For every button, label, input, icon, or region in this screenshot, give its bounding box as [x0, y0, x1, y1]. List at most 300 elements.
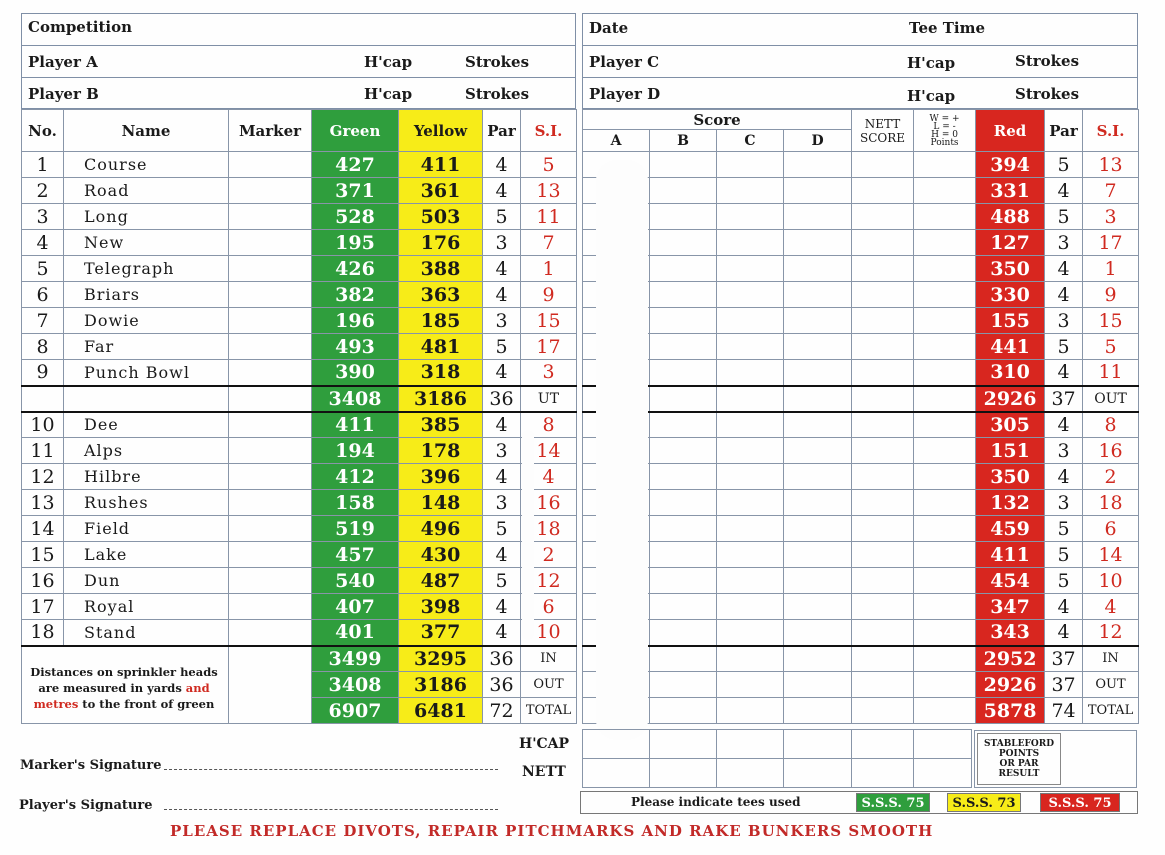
marker-cell[interactable]	[229, 568, 312, 594]
col-rpar-header: Par	[1045, 110, 1083, 152]
hole-row	[22, 308, 577, 334]
marker-cell[interactable]	[229, 282, 312, 308]
left-column-header-row	[22, 110, 577, 152]
total-points-cell[interactable]	[914, 698, 976, 724]
date-row[interactable]	[583, 14, 1137, 46]
totals-marker-cell[interactable]	[229, 646, 312, 724]
nett-score-cell[interactable]	[852, 178, 914, 204]
hole-number: 14	[22, 516, 64, 542]
stroke-index: 16	[521, 490, 577, 516]
total-yellow: 3295	[399, 646, 483, 672]
hole-row-right	[583, 360, 1139, 386]
score-cell-d[interactable]	[784, 594, 852, 620]
stroke-index: 14	[521, 438, 577, 464]
wlh-points-cell[interactable]	[914, 360, 976, 386]
hole-number: 3	[22, 204, 64, 230]
red-stroke-index: 8	[1083, 412, 1139, 438]
yellow-yards: 411	[399, 152, 483, 178]
player-c-row[interactable]	[583, 46, 1137, 78]
hole-name: Royal	[64, 594, 229, 620]
stroke-index: 1	[521, 256, 577, 282]
marker-cell[interactable]	[229, 308, 312, 334]
col-red-header: Red	[976, 110, 1045, 152]
nett-score-cell[interactable]	[852, 204, 914, 230]
score-cell-d[interactable]	[784, 230, 852, 256]
player-d-label: Player D	[589, 85, 661, 103]
hole-number: 13	[22, 490, 64, 516]
red-stroke-index: 15	[1083, 308, 1139, 334]
footer-grid-col-5	[913, 730, 914, 787]
hole-row-right	[583, 438, 1139, 464]
hole-row-right	[583, 152, 1139, 178]
yellow-yards: 398	[399, 594, 483, 620]
yellow-yards: 176	[399, 230, 483, 256]
stroke-index: 17	[521, 334, 577, 360]
hole-name: Punch Bowl	[64, 360, 229, 386]
score-cell-d[interactable]	[784, 282, 852, 308]
out-red-total: 2926	[976, 386, 1045, 412]
date-label: Date	[589, 19, 629, 37]
col-marker-header: Marker	[229, 110, 312, 152]
score-cell-d[interactable]	[784, 516, 852, 542]
score-cell-c[interactable]	[717, 542, 784, 568]
red-yards: 310	[976, 360, 1045, 386]
red-yards: 305	[976, 412, 1045, 438]
score-cell-b[interactable]	[650, 464, 717, 490]
stroke-index: 2	[521, 542, 577, 568]
score-cell-c[interactable]	[717, 334, 784, 360]
wlh-points-cell[interactable]	[914, 490, 976, 516]
wlh-points-cell[interactable]	[914, 412, 976, 438]
nett-score-cell[interactable]	[852, 568, 914, 594]
total-score-cell-b[interactable]	[650, 646, 717, 672]
wlh-points-cell[interactable]	[914, 230, 976, 256]
out-nett-cell[interactable]	[852, 386, 914, 412]
score-cell-d[interactable]	[784, 464, 852, 490]
nett-score-cell[interactable]	[852, 516, 914, 542]
player-b-row[interactable]	[22, 78, 575, 110]
marker-cell[interactable]	[229, 464, 312, 490]
total-red-par: 74	[1045, 698, 1083, 724]
wlh-points-cell[interactable]	[914, 516, 976, 542]
correction-smear	[596, 160, 648, 740]
wlh-points-cell[interactable]	[914, 542, 976, 568]
footer-grid-col-3	[783, 730, 784, 787]
total-score-cell-d[interactable]	[784, 646, 852, 672]
nett-header-line2: SCORE	[860, 130, 906, 145]
yellow-yards: 377	[399, 620, 483, 646]
score-cell-d[interactable]	[784, 490, 852, 516]
red-par: 3	[1045, 230, 1083, 256]
total-score-cell-b[interactable]	[650, 672, 717, 698]
stableford-line-4: RESULT	[998, 769, 1040, 779]
hole-name: Dee	[64, 412, 229, 438]
red-par: 3	[1045, 490, 1083, 516]
marker-cell[interactable]	[229, 516, 312, 542]
total-label: OUT	[521, 672, 577, 698]
score-cell-c[interactable]	[717, 620, 784, 646]
wlh-points-cell[interactable]	[914, 308, 976, 334]
nett-score-cell[interactable]	[852, 334, 914, 360]
stableford-box[interactable]	[974, 730, 1137, 788]
sss-yellow-checkbox[interactable]: S.S.S. 73	[947, 793, 1021, 812]
marker-cell[interactable]	[229, 152, 312, 178]
stroke-index: 4	[521, 464, 577, 490]
left-header	[21, 13, 576, 109]
hole-name: Lake	[64, 542, 229, 568]
total-score-cell-c[interactable]	[717, 672, 784, 698]
nett-score-cell[interactable]	[852, 360, 914, 386]
hole-name: Rushes	[64, 490, 229, 516]
stableford-label-box	[977, 733, 1061, 785]
hole-row-right	[583, 594, 1139, 620]
par-value: 4	[483, 464, 521, 490]
left-scorecard-table	[21, 109, 577, 724]
score-cell-b[interactable]	[650, 542, 717, 568]
out-score-cell-b[interactable]	[650, 386, 717, 412]
par-value: 4	[483, 282, 521, 308]
hole-row-right	[583, 204, 1139, 230]
score-cell-c[interactable]	[717, 568, 784, 594]
green-yards: 382	[312, 282, 399, 308]
red-par: 5	[1045, 152, 1083, 178]
score-cell-d[interactable]	[784, 204, 852, 230]
marker-cell[interactable]	[229, 438, 312, 464]
yellow-yards: 148	[399, 490, 483, 516]
marker-cell[interactable]	[229, 178, 312, 204]
score-cell-b[interactable]	[650, 334, 717, 360]
right-header	[582, 13, 1138, 109]
score-cell-c[interactable]	[717, 594, 784, 620]
marker-cell[interactable]	[229, 620, 312, 646]
score-cell-b[interactable]	[650, 516, 717, 542]
red-stroke-index: 16	[1083, 438, 1139, 464]
par-value: 4	[483, 542, 521, 568]
wlh-points-cell[interactable]	[914, 464, 976, 490]
nett-score-cell[interactable]	[852, 620, 914, 646]
red-yards: 127	[976, 230, 1045, 256]
out-subtotal-row-right	[583, 386, 1139, 412]
score-cell-d[interactable]	[784, 334, 852, 360]
score-cell-d[interactable]	[784, 256, 852, 282]
par-value: 4	[483, 178, 521, 204]
hole-number: 2	[22, 178, 64, 204]
par-value: 4	[483, 152, 521, 178]
score-cell-b[interactable]	[650, 490, 717, 516]
nett-score-header	[852, 110, 914, 152]
wlh-points-cell[interactable]	[914, 620, 976, 646]
marker-cell[interactable]	[229, 256, 312, 282]
total-score-cell-b[interactable]	[650, 698, 717, 724]
par-value: 3	[483, 438, 521, 464]
nett-score-cell[interactable]	[852, 230, 914, 256]
total-points-cell[interactable]	[914, 672, 976, 698]
green-yards: 401	[312, 620, 399, 646]
out-points-cell[interactable]	[914, 386, 976, 412]
player-signature-label: Player's Signature	[19, 798, 153, 813]
hole-name: Hilbre	[64, 464, 229, 490]
score-cell-d[interactable]	[784, 542, 852, 568]
total-row-right	[583, 698, 1139, 724]
note-line-3	[24, 696, 224, 712]
hole-row-right	[583, 542, 1139, 568]
green-yards: 407	[312, 594, 399, 620]
score-cell-d[interactable]	[784, 412, 852, 438]
score-cell-c[interactable]	[717, 308, 784, 334]
total-score-cell-c[interactable]	[717, 698, 784, 724]
red-par: 4	[1045, 464, 1083, 490]
score-cell-d[interactable]	[784, 152, 852, 178]
nett-score-cell[interactable]	[852, 490, 914, 516]
marker-cell[interactable]	[229, 542, 312, 568]
total-red-label: OUT	[1083, 672, 1139, 698]
red-stroke-index: 2	[1083, 464, 1139, 490]
stroke-index: 13	[521, 178, 577, 204]
total-red-par: 37	[1045, 646, 1083, 672]
out-red-par-total: 37	[1045, 386, 1083, 412]
tee-time-label: Tee Time	[909, 19, 986, 37]
green-yards: 493	[312, 334, 399, 360]
stroke-index: 11	[521, 204, 577, 230]
score-cell-b[interactable]	[650, 178, 717, 204]
score-cell-b[interactable]	[650, 308, 717, 334]
score-cell-b[interactable]	[650, 594, 717, 620]
green-yards: 390	[312, 360, 399, 386]
nett-score-cell[interactable]	[852, 256, 914, 282]
hole-name: Telegraph	[64, 256, 229, 282]
total-row-right	[583, 646, 1139, 672]
stroke-index: 3	[521, 360, 577, 386]
player-a-label: Player A	[28, 53, 98, 71]
player-a-row[interactable]	[22, 46, 575, 78]
out-score-cell-c[interactable]	[717, 386, 784, 412]
hole-row	[22, 620, 577, 646]
score-cell-c[interactable]	[717, 516, 784, 542]
hole-number: 1	[22, 152, 64, 178]
footer-grid-col-4	[851, 730, 852, 787]
total-nett-cell[interactable]	[852, 646, 914, 672]
score-cell-b[interactable]	[650, 412, 717, 438]
hole-number: 8	[22, 334, 64, 360]
out-red-label: OUT	[1083, 386, 1139, 412]
wlh-points-cell[interactable]	[914, 594, 976, 620]
hole-number: 15	[22, 542, 64, 568]
red-par: 4	[1045, 256, 1083, 282]
score-cell-d[interactable]	[784, 620, 852, 646]
par-value: 5	[483, 568, 521, 594]
hole-number: 12	[22, 464, 64, 490]
competition-label: Competition	[28, 18, 133, 36]
score-cell-b[interactable]	[650, 438, 717, 464]
score-cell-d[interactable]	[784, 568, 852, 594]
score-cell-b[interactable]	[650, 204, 717, 230]
nett-score-cell[interactable]	[852, 438, 914, 464]
player-d-row[interactable]	[583, 78, 1137, 110]
nett-score-cell[interactable]	[852, 152, 914, 178]
total-nett-cell[interactable]	[852, 698, 914, 724]
wlh-points-cell[interactable]	[914, 438, 976, 464]
red-par: 5	[1045, 568, 1083, 594]
total-yellow: 6481	[399, 698, 483, 724]
competition-row[interactable]	[22, 14, 575, 46]
score-cell-b[interactable]	[650, 568, 717, 594]
marker-signature-line[interactable]	[164, 769, 498, 770]
hole-row-right	[583, 620, 1139, 646]
wlh-points-cell[interactable]	[914, 334, 976, 360]
score-cell-b[interactable]	[650, 620, 717, 646]
player-c-strokes-label: Strokes	[1015, 52, 1080, 70]
hole-number: 10	[22, 412, 64, 438]
wlh-points-cell[interactable]	[914, 204, 976, 230]
par-value: 4	[483, 412, 521, 438]
red-stroke-index: 7	[1083, 178, 1139, 204]
score-cell-d[interactable]	[784, 308, 852, 334]
wlh-line4: Points	[930, 137, 959, 148]
sss-red-checkbox[interactable]: S.S.S. 75	[1040, 793, 1120, 812]
player-c-hcap-label: H'cap	[907, 54, 956, 72]
yellow-yards: 185	[399, 308, 483, 334]
nett-score-cell[interactable]	[852, 594, 914, 620]
red-yards: 488	[976, 204, 1045, 230]
hole-row-right	[583, 308, 1139, 334]
total-green: 6907	[312, 698, 399, 724]
score-cell-b[interactable]	[650, 152, 717, 178]
par-value: 4	[483, 594, 521, 620]
score-cell-c[interactable]	[717, 204, 784, 230]
col-yellow-header: Yellow	[399, 110, 483, 152]
stroke-index: 6	[521, 594, 577, 620]
nett-score-cell[interactable]	[852, 542, 914, 568]
red-par: 5	[1045, 542, 1083, 568]
out-score-cell-d[interactable]	[784, 386, 852, 412]
red-yards: 459	[976, 516, 1045, 542]
hole-row-right	[583, 412, 1139, 438]
hole-row-right	[583, 334, 1139, 360]
out-marker-cell[interactable]	[229, 386, 312, 412]
total-nett-cell[interactable]	[852, 672, 914, 698]
nett-score-cell[interactable]	[852, 412, 914, 438]
col-green-header: Green	[312, 110, 399, 152]
hole-name: Field	[64, 516, 229, 542]
wlh-points-cell[interactable]	[914, 282, 976, 308]
score-cell-c[interactable]	[717, 230, 784, 256]
yellow-yards: 396	[399, 464, 483, 490]
total-score-cell-d[interactable]	[784, 672, 852, 698]
red-yards: 151	[976, 438, 1045, 464]
marker-cell[interactable]	[229, 204, 312, 230]
score-cell-c[interactable]	[717, 282, 784, 308]
player-b-hcap-label: H'cap	[364, 85, 413, 103]
nett-label: NETT	[522, 764, 566, 780]
wlh-line3: H = 0	[931, 129, 958, 140]
nett-score-cell[interactable]	[852, 308, 914, 334]
score-cell-c[interactable]	[717, 490, 784, 516]
red-stroke-index: 17	[1083, 230, 1139, 256]
score-cell-b[interactable]	[650, 282, 717, 308]
hole-row	[22, 438, 577, 464]
score-cell-c[interactable]	[717, 438, 784, 464]
red-stroke-index: 9	[1083, 282, 1139, 308]
red-stroke-index: 10	[1083, 568, 1139, 594]
player-d-hcap-label: H'cap	[907, 87, 956, 105]
score-cell-c[interactable]	[717, 464, 784, 490]
red-stroke-index: 6	[1083, 516, 1139, 542]
marker-cell[interactable]	[229, 490, 312, 516]
yellow-yards: 503	[399, 204, 483, 230]
out-par-total: 36	[483, 386, 521, 412]
total-score-cell-d[interactable]	[784, 698, 852, 724]
sss-green-checkbox[interactable]: S.S.S. 75	[856, 793, 930, 812]
yellow-yards: 430	[399, 542, 483, 568]
par-value: 3	[483, 230, 521, 256]
total-green: 3499	[312, 646, 399, 672]
red-yards: 343	[976, 620, 1045, 646]
total-yellow: 3186	[399, 672, 483, 698]
hole-row	[22, 282, 577, 308]
red-par: 4	[1045, 412, 1083, 438]
marker-cell[interactable]	[229, 412, 312, 438]
stroke-index: 15	[521, 308, 577, 334]
stroke-index: 5	[521, 152, 577, 178]
score-cell-c[interactable]	[717, 360, 784, 386]
score-cell-c[interactable]	[717, 178, 784, 204]
nett-score-cell[interactable]	[852, 464, 914, 490]
hole-row-right	[583, 178, 1139, 204]
tees-note: Please indicate tees used	[631, 795, 801, 809]
marker-signature-label: Marker's Signature	[20, 758, 162, 773]
hole-name: New	[64, 230, 229, 256]
total-points-cell[interactable]	[914, 646, 976, 672]
red-par: 5	[1045, 204, 1083, 230]
note-line-3b: to the front of green	[78, 697, 215, 711]
marker-cell[interactable]	[229, 334, 312, 360]
score-cell-b[interactable]	[650, 360, 717, 386]
red-stroke-index: 14	[1083, 542, 1139, 568]
hole-name: Dowie	[64, 308, 229, 334]
nett-score-cell[interactable]	[852, 282, 914, 308]
score-cell-d[interactable]	[784, 360, 852, 386]
stroke-index: 12	[521, 568, 577, 594]
wlh-points-cell[interactable]	[914, 152, 976, 178]
wlh-points-cell[interactable]	[914, 256, 976, 282]
player-signature-line[interactable]	[164, 809, 498, 810]
red-yards: 331	[976, 178, 1045, 204]
correction-smear-left	[522, 430, 534, 640]
par-value: 3	[483, 308, 521, 334]
hole-row-right	[583, 490, 1139, 516]
score-cell-b[interactable]	[650, 230, 717, 256]
marker-cell[interactable]	[229, 230, 312, 256]
hole-number: 18	[22, 620, 64, 646]
score-cell-d[interactable]	[784, 178, 852, 204]
total-score-cell-c[interactable]	[717, 646, 784, 672]
marker-cell[interactable]	[229, 360, 312, 386]
wlh-points-cell[interactable]	[914, 178, 976, 204]
red-stroke-index: 12	[1083, 620, 1139, 646]
marker-cell[interactable]	[229, 594, 312, 620]
col-d-header: D	[784, 130, 852, 152]
score-cell-c[interactable]	[717, 412, 784, 438]
score-cell-b[interactable]	[650, 256, 717, 282]
score-cell-c[interactable]	[717, 152, 784, 178]
wlh-points-cell[interactable]	[914, 568, 976, 594]
score-cell-d[interactable]	[784, 438, 852, 464]
stableford-line-2: POINTS	[998, 749, 1040, 759]
right-footer-grid	[582, 729, 972, 788]
green-yards: 196	[312, 308, 399, 334]
wlh-points-header	[914, 110, 976, 152]
score-cell-c[interactable]	[717, 256, 784, 282]
